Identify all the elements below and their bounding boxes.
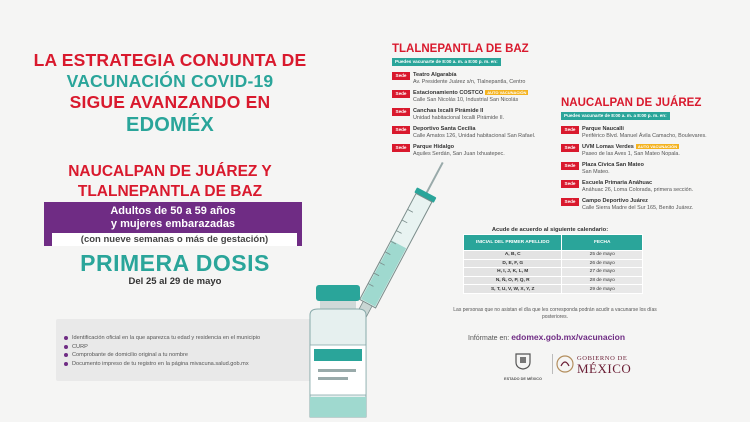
date-cell: 26 de mayo (562, 259, 643, 268)
requirements-box (56, 319, 321, 381)
table-row (464, 251, 643, 260)
tlalnepantla-sede-3 (392, 108, 504, 122)
vial-illustration (300, 285, 380, 420)
table-row (464, 259, 643, 268)
sede-address: Anáhuac 26, Loma Colorada, primera sección. (582, 186, 694, 193)
sede-label: Sede (392, 72, 410, 80)
sede-address: Unidad habitacional Ixcalli Pirámide II. (413, 114, 505, 121)
sede-name: Deportivo Santa Cecilia (413, 126, 476, 132)
requirement-item (64, 334, 260, 343)
sede-address: Calle San Nicolás 10, Industrial San Nicolás (413, 96, 519, 103)
calendar-header-initial: INICIAL DEL PRIMER APELLIDO (464, 235, 562, 251)
sede-name: Campo Deportivo Juárez (582, 198, 648, 204)
bullet-icon (64, 362, 68, 366)
naucalpan-sede-5 (561, 198, 693, 212)
sede-label: Sede (392, 144, 410, 152)
calendar-title: Acude de acuerdo al siguiente calendario: (491, 227, 609, 233)
naucalpan-hours: Puedes vacunarte de 8:00 a. m. a 8:00 p. m. en: (561, 112, 670, 120)
sede-name: Teatro Algarabía (413, 72, 457, 78)
date-cell: 25 de mayo (562, 251, 643, 260)
late-attendance-note: Las personas que no asistan el día que les corresponda podrán acudir a vacunarse los días posteriores. (453, 307, 657, 320)
mexico-label: MÉXICO (577, 361, 632, 376)
calendar-header-row (464, 235, 643, 251)
requirement-item (64, 343, 260, 352)
tlalnepantla-sede-1 (392, 72, 525, 86)
sede-label: Sede (392, 126, 410, 134)
naucalpan-sede-1 (561, 126, 707, 140)
sede-address: San Mateo. (582, 168, 610, 175)
tlalnepantla-sede-5 (392, 144, 505, 158)
dose-dates: Del 25 al 29 de mayo (128, 276, 222, 287)
municipalities-line-1: NAUCALPAN DE JUÁREZ Y (68, 163, 272, 180)
sede-name: Plaza Cívica San Mateo (582, 162, 644, 168)
audience-line-1: Adultos de 50 a 59 años (110, 205, 236, 217)
edomex-label: ESTADO DE MÉXICO (504, 377, 542, 381)
sede-label: Sede (561, 144, 579, 152)
calendar-header-date: FECHA (562, 235, 643, 251)
gobierno-label: GOBIERNO DE (577, 355, 628, 362)
auto-vaccination-badge: AUTO VACUNACIÓN (487, 90, 527, 95)
naucalpan-title: NAUCALPAN DE JUÁREZ (561, 97, 702, 109)
sede-label: Sede (561, 126, 579, 134)
municipalities-title (25, 162, 315, 202)
date-cell: 28 de mayo (562, 276, 643, 285)
requirement-text: Comprobante de domicilio original a tu nombre (72, 352, 188, 359)
requirement-text: Identificación oficial en la que aparezca tu edad y residencia en el municipio (72, 335, 261, 341)
headline-line-3: SIGUE AVANZANDO EN (69, 92, 271, 112)
sede-address: Av. Presidente Juárez s/n, Tlalnepantla, Centro (413, 78, 526, 85)
requirement-item (64, 351, 260, 360)
sede-name: UVM Lomas Verdes (582, 144, 634, 150)
sede-label: Sede (561, 180, 579, 188)
sede-name: Estacionamiento COSTCO (413, 90, 484, 96)
requirement-item (64, 360, 260, 369)
tlalnepantla-title: TLALNEPANTLA DE BAZ (392, 43, 529, 55)
table-row (464, 276, 643, 285)
initials-cell: D, E, F, G (464, 259, 562, 268)
edomex-shield-icon (514, 352, 532, 370)
info-label: Infórmate en: (468, 335, 510, 342)
tlalnepantla-sede-4 (392, 126, 535, 140)
municipalities-line-2: TLALNEPANTLA DE BAZ (77, 183, 263, 200)
info-url-link[interactable]: edomex.gob.mx/vacunacion (511, 332, 626, 342)
sede-name: Parque Hidalgo (413, 144, 455, 150)
sede-address: Calle Amatos 126, Unidad habitacional San Rafael. (413, 132, 536, 139)
calendar-table (463, 234, 643, 294)
headline (20, 50, 320, 138)
tlalnepantla-sede-2 (392, 90, 528, 104)
requirements-list (64, 334, 260, 368)
headline-line-2: VACUNACIÓN COVID-19 (66, 71, 274, 91)
headline-line-1: LA ESTRATEGIA CONJUNTA DE (33, 50, 307, 70)
bullet-icon (64, 336, 68, 340)
table-row (464, 268, 643, 277)
audience-line-3: (con nueve semanas o más de gestación) (52, 233, 297, 246)
auto-vaccination-badge: AUTO VACUNACIÓN (637, 144, 678, 149)
gobierno-mexico-logo (556, 354, 631, 374)
sede-label: Sede (392, 108, 410, 116)
sede-address: Periférico Blvd. Manuel Ávila Camacho, Boulevares. (582, 132, 707, 139)
sede-name: Canchas Ixcalli Pirámide II (413, 108, 484, 114)
initials-cell: H, I, J, K, L, M (464, 268, 562, 277)
sede-address: Paseo de las Aves 1, San Mateo Nopala. (582, 150, 680, 157)
edomex-logo (497, 352, 549, 381)
naucalpan-sede-2 (561, 144, 680, 158)
bullet-icon (64, 353, 68, 357)
audience-line-2: y mujeres embarazadas (110, 218, 236, 230)
sede-label: Sede (561, 198, 579, 206)
eagle-emblem-icon (556, 354, 574, 374)
sede-name: Escuela Primaria Anáhuac (582, 180, 653, 186)
info-line (468, 332, 625, 342)
date-cell: 29 de mayo (562, 285, 643, 294)
dose-title: PRIMERA DOSIS (80, 250, 270, 276)
bullet-icon (64, 345, 68, 349)
requirement-text: CURP (72, 343, 88, 350)
sede-address: Aquiles Serdán, San Juan Ixhuatepec. (413, 150, 505, 157)
tlalnepantla-hours: Puedes vacunarte de 8:00 a. m. a 8:00 p. m. en: (392, 58, 501, 66)
sede-label: Sede (561, 162, 579, 170)
initials-cell: N, Ñ, O, P, Q, R (464, 276, 562, 285)
logo-divider (552, 354, 553, 374)
initials-cell: A, B, C (464, 251, 562, 260)
naucalpan-sede-3 (561, 162, 644, 176)
initials-cell: S, T, U, V, W, X, Y, Z (464, 285, 562, 294)
headline-line-4: EDOMÉX (126, 114, 214, 136)
sede-name: Parque Naucalli (582, 126, 624, 132)
naucalpan-sede-4 (561, 180, 693, 194)
sede-address: Calle Sierra Madre del Sur 165, Benito Juárez. (582, 204, 694, 211)
date-cell: 27 de mayo (562, 268, 643, 277)
table-row (464, 285, 643, 294)
requirement-text: Documento impreso de tu registro en la página mivacuna.salud.gob.mx (72, 360, 249, 367)
sede-label: Sede (392, 90, 410, 98)
